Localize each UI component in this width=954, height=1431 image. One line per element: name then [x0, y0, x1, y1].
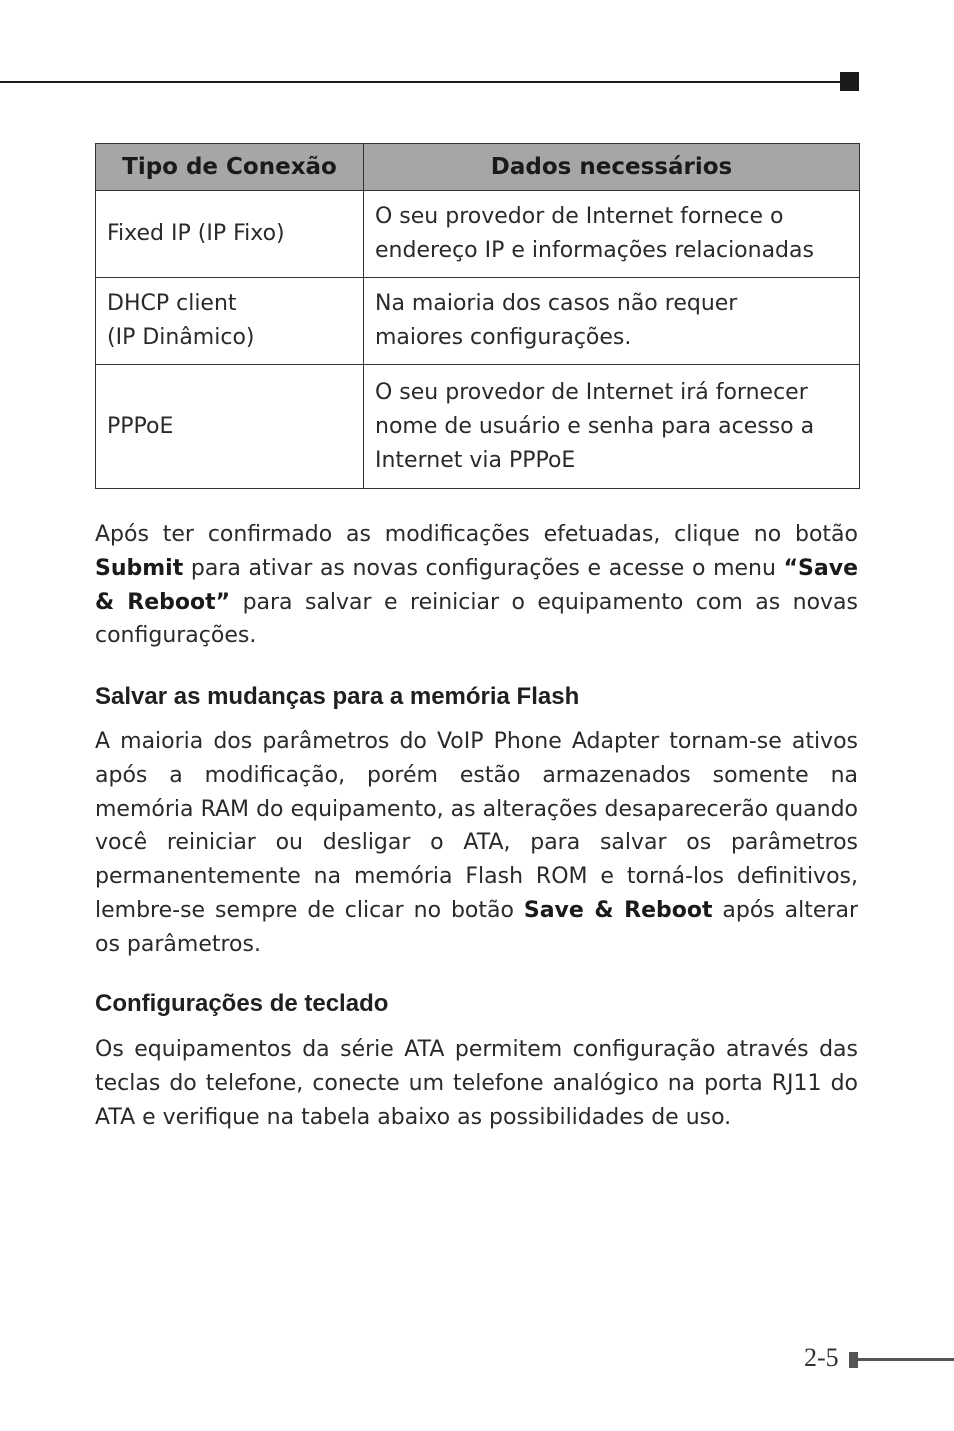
connection-type-table [95, 143, 860, 489]
connection-type-cell [96, 365, 364, 489]
footer-rule [858, 1358, 954, 1361]
paragraph-text: A maioria dos parâmetros do VoIP Phone Adapter tornam-se ativos após a modificação, porém estão armazenados somente na memória RAM do equipamento, as alterações desaparecerão quando você reiniciar ou desligar o ATA, para salvar os parâmetros permanentemente na memória Flash ROM e torná-los definitivos, lembre-se sempre de clicar no botão [95, 729, 858, 923]
required-data-cell [364, 191, 860, 278]
cell-line: (IP Dinâmico) [107, 325, 255, 350]
required-data-cell [364, 365, 860, 489]
cell-line: Internet via PPPoE [375, 447, 576, 473]
column-header-required-data: Dados necessários [364, 144, 860, 191]
required-data-cell [364, 278, 860, 365]
table-header-row [96, 144, 860, 191]
submit-instructions-paragraph [95, 518, 858, 653]
cell-line: DHCP client [107, 291, 237, 316]
table-row [96, 365, 860, 489]
flash-memory-paragraph [95, 725, 858, 962]
table-row [96, 278, 860, 365]
cell-line: O seu provedor de Internet fornece o [375, 204, 784, 229]
cell-line: O seu provedor de Internet irá fornecer [375, 379, 808, 405]
paragraph-text: Após ter confirmado as modificações efetuadas, clique no botão [95, 522, 858, 547]
footer-square-marker [849, 1352, 858, 1368]
cell-line: maiores configurações. [375, 325, 632, 350]
cell-line: Na maioria dos casos não requer [375, 291, 738, 316]
submit-keyword: Submit [95, 555, 184, 581]
paragraph-text: para salvar e reiniciar o equipamento com as novas configurações. [95, 589, 858, 649]
paragraph-text: para ativar as novas configurações e acesse o menu [183, 555, 784, 581]
column-header-connection-type: Tipo de Conexão [96, 144, 364, 191]
cell-line: endereço IP e informações relacionadas [375, 238, 814, 263]
header-rule [0, 81, 842, 83]
section-heading-flash: Salvar as mudanças para a memória Flash [95, 683, 580, 710]
cell-line: PPPoE [107, 413, 174, 439]
section-heading-keypad: Configurações de teclado [95, 990, 389, 1017]
header-square-marker [840, 72, 859, 91]
save-reboot-keyword: Save & Reboot [523, 897, 713, 923]
keypad-config-paragraph: Os equipamentos da série ATA permitem configuração através das teclas do telefone, conecte um telefone analógico na porta RJ11 do ATA e verifique na tabela abaixo as possibilidades de uso. [95, 1037, 858, 1130]
table-row [96, 191, 860, 278]
save-reboot-keyword: “Save & Reboot” [95, 555, 858, 615]
cell-line: Fixed IP (IP Fixo) [107, 221, 285, 246]
connection-type-cell [96, 191, 364, 278]
connection-type-cell [96, 278, 364, 365]
cell-line: nome de usuário e senha para acesso a [375, 413, 815, 439]
paragraph-text: após alterar os parâmetros. [95, 897, 858, 957]
page-number: 2-5 [804, 1343, 839, 1372]
